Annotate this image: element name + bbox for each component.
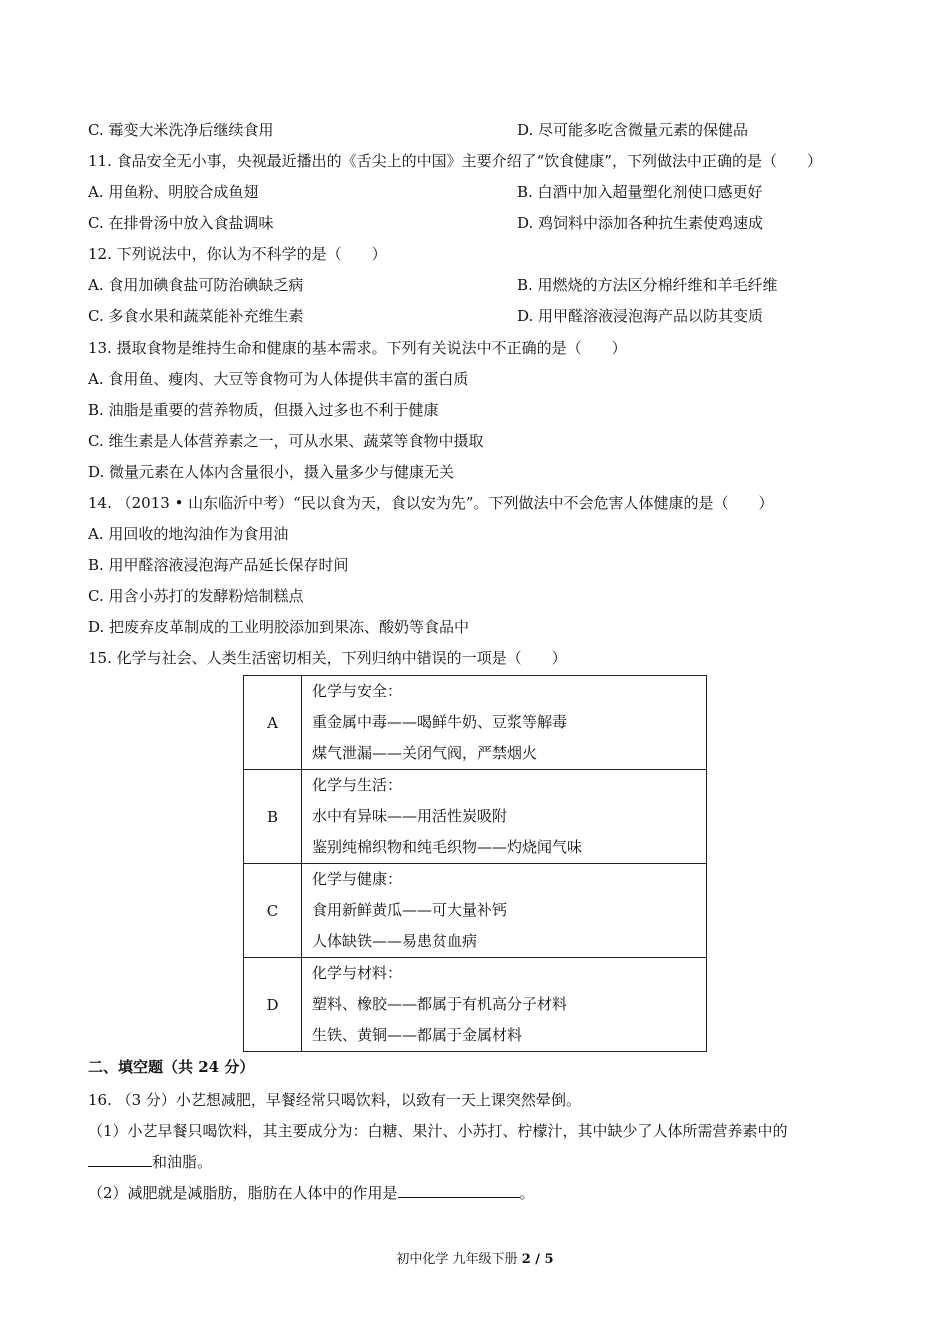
row-content [302, 958, 707, 1052]
q14-option-b: B. 用甲醛溶液浸泡海产品延长保存时间 [88, 556, 349, 574]
row-content [302, 864, 707, 958]
row-line: 水中有异味——用活性炭吸附 [312, 807, 508, 825]
q13-option-a: A. 食用鱼、瘦肉、大豆等食物可为人体提供丰富的蛋白质 [88, 370, 469, 388]
q11-option-b: B. 白酒中加入超量塑化剂使口感更好 [517, 183, 763, 201]
q16-part2-end: 。 [519, 1184, 535, 1202]
row-heading: 化学与材料： [312, 964, 403, 982]
q16-part1 [88, 1121, 788, 1141]
page-number: 2 / 5 [521, 1252, 554, 1267]
row-label: D [244, 958, 302, 1052]
row-content [302, 770, 707, 864]
q16-part1-end: 和油脂。 [152, 1153, 213, 1171]
page-footer [0, 1248, 950, 1267]
q11-stem: 11. 食品安全无小事，央视最近播出的《舌尖上的中国》主要介绍了“饮食健康”，下列做法中正确的是（ ） [88, 152, 822, 170]
q16-stem: 16. （3 分）小艺想减肥，早餐经常只喝饮料，以致有一天上课突然晕倒。 [88, 1091, 581, 1109]
table-row [244, 770, 707, 864]
q13-option-d: D. 微量元素在人体内含量很小，摄入量多少与健康无关 [88, 463, 455, 481]
q16-part2-text: （2）减肥就是减脂肪，脂肪在人体中的作用是 [88, 1184, 398, 1202]
row-label: A [244, 676, 302, 770]
q14-option-c: C. 用含小苏打的发酵粉焙制糕点 [88, 587, 304, 605]
table-row [244, 676, 707, 770]
row-line: 塑料、橡胶——都属于有机高分子材料 [312, 995, 568, 1013]
q12-option-c: C. 多食水果和蔬菜能补充维生素 [88, 307, 304, 325]
q14-stem: 14. （2013 • 山东临沂中考）“民以食为天，食以安为先”。下列做法中不会危害人体健康的是（ ） [88, 494, 774, 512]
row-heading: 化学与生活： [312, 776, 403, 794]
row-line: 煤气泄漏——关闭气阀，严禁烟火 [312, 744, 538, 762]
q13-option-c: C. 维生素是人体营养素之一，可从水果、蔬菜等食物中摄取 [88, 432, 484, 450]
table-row [244, 864, 707, 958]
row-label: B [244, 770, 302, 864]
q13-option-b: B. 油脂是重要的营养物质，但摄入过多也不利于健康 [88, 401, 439, 419]
row-heading: 化学与健康： [312, 870, 403, 888]
q10-option-c: C. 霉变大米洗净后继续食用 [88, 121, 274, 139]
row-line: 鉴别纯棉织物和纯毛织物——灼烧闻气味 [312, 838, 583, 856]
q14-option-a: A. 用回收的地沟油作为食用油 [88, 525, 289, 543]
q10-option-d: D. 尽可能多吃含微量元素的保健品 [517, 121, 749, 139]
q12-option-d: D. 用甲醛溶液浸泡海产品以防其变质 [517, 307, 764, 325]
q11-option-a: A. 用鱼粉、明胶合成鱼翅 [88, 183, 259, 201]
q12-stem: 12. 下列说法中，你认为不科学的是（ ） [88, 245, 387, 263]
q11-option-c: C. 在排骨汤中放入食盐调味 [88, 214, 274, 232]
row-label: C [244, 864, 302, 958]
q16-part1-continued [88, 1152, 212, 1172]
q16-part1-text: （1）小艺早餐只喝饮料，其主要成分为：白糖、果汁、小苏打、柠檬汁，其中缺少了人体所需营养素中的 [88, 1122, 788, 1140]
q15-table [243, 675, 707, 1052]
q16-part2 [88, 1183, 535, 1203]
q14-option-d: D. 把废弃皮革制成的工业明胶添加到果冻、酸奶等食品中 [88, 618, 470, 636]
row-line: 食用新鲜黄瓜——可大量补钙 [312, 901, 508, 919]
section-title: 二、填空题（共 24 分） [88, 1058, 255, 1076]
q12-option-b: B. 用燃烧的方法区分棉纤维和羊毛纤维 [517, 276, 778, 294]
q11-option-d: D. 鸡饲料中添加各种抗生素使鸡速成 [517, 214, 764, 232]
footer-text: 初中化学 九年级下册 [396, 1252, 522, 1267]
q12-option-a: A. 食用加碘食盐可防治碘缺乏病 [88, 276, 304, 294]
answer-blank-2[interactable] [398, 1183, 520, 1198]
answer-blank-1[interactable] [88, 1152, 152, 1167]
row-content [302, 676, 707, 770]
q13-stem: 13. 摄取食物是维持生命和健康的基本需求。下列有关说法中不正确的是（ ） [88, 339, 627, 357]
q15-stem: 15. 化学与社会、人类生活密切相关，下列归纳中错误的一项是（ ） [88, 649, 567, 667]
row-line: 重金属中毒——喝鲜牛奶、豆浆等解毒 [312, 713, 568, 731]
row-heading: 化学与安全： [312, 682, 403, 700]
row-line: 生铁、黄铜——都属于金属材料 [312, 1026, 523, 1044]
row-line: 人体缺铁——易患贫血病 [312, 932, 478, 950]
table-row [244, 958, 707, 1052]
